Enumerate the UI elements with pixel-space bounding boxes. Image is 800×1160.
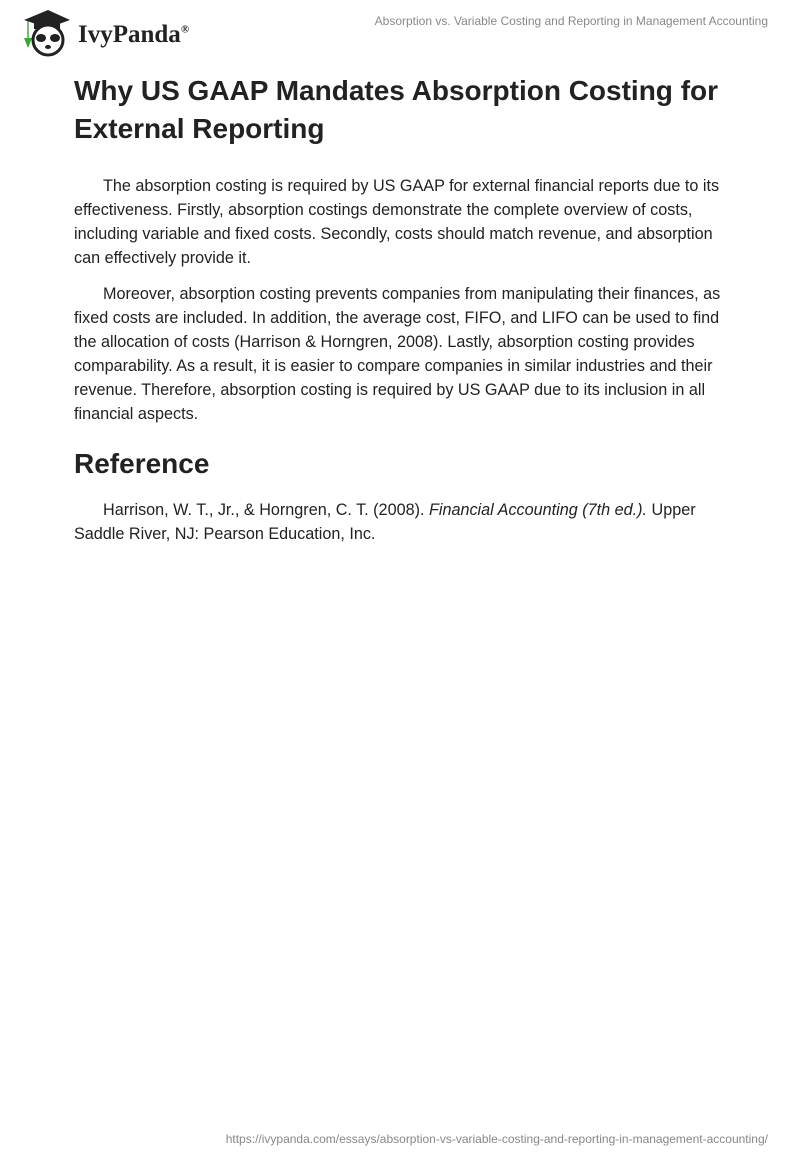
paragraph: The absorption costing is required by US GAAP for external financial reports due to its effectiveness. Firstly, absorption costings demonstrate the complete overview of costs, including variable and fixed costs. Secondly, costs should match revenue, and absorption can effectively provide it.	[74, 177, 720, 267]
source-url[interactable]: https://ivypanda.com/essays/absorption-vs-variable-costing-and-reporting-in-management-accounting/	[225, 1132, 768, 1146]
document-title: Absorption vs. Variable Costing and Reporting in Management Accounting	[374, 14, 768, 28]
reference-entry: Harrison, W. T., Jr., & Horngren, C. T. (2008). Financial Accounting (7th ed.). Upper Saddle River, NJ: Pearson Education, Inc.	[74, 501, 696, 543]
page-title: Why US GAAP Mandates Absorption Costing for External Reporting	[74, 75, 719, 144]
logo-text: IvyPanda®	[78, 21, 190, 48]
article-body	[74, 174, 734, 558]
panda-logo-icon	[20, 8, 72, 58]
paragraph: Moreover, absorption costing prevents companies from manipulating their finances, as fixed costs are included. In addition, the average cost, FIFO, and LIFO can be used to find the allocation of costs (Harrison & Horngren, 2008). Lastly, absorption costing provides comparability. As a result, it is easier to compare companies in similar industries and their revenue. Therefore, absorption costing is required by US GAAP due to its inclusion in all financial aspects.	[74, 285, 721, 423]
logo[interactable]	[20, 8, 189, 58]
reference-heading: Reference	[74, 448, 210, 479]
